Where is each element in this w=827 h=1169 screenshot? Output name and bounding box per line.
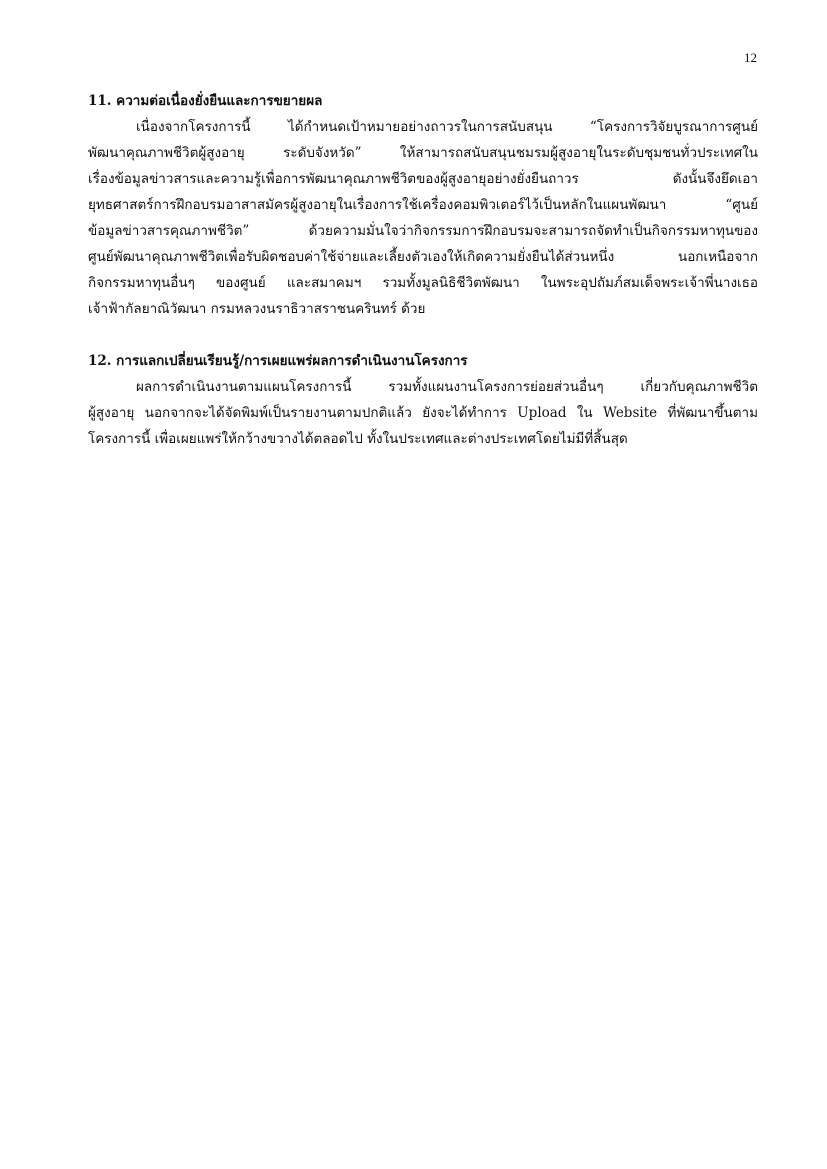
paragraph-line: ยุทธศาสตร์การฝึกอบรมอาสาสมัครผู้สูงอายุในเรื่องการใช้เครื่องคอมพิวเตอร์ไว้เป็นหลักในแผนพัฒนา “ศูนย์ xyxy=(88,197,758,213)
section-dissemination xyxy=(88,348,758,452)
paragraph-line: กิจกรรมหาทุนอื่นๆ ของศูนย์ และสมาคมฯ รวมทั้งมูลนิธิชีวิตพัฒนา ในพระอุปถัมภ์สมเด็จพระเจ้าพี่นางเธอ xyxy=(88,275,758,291)
paragraph-line: เนื่องจากโครงการนี้ ได้กำหนดเป้าหมายอย่างถาวรในการสนับสนุน “โครงการวิจัยบูรณาการศูนย์ xyxy=(136,119,758,135)
document-body xyxy=(88,88,758,478)
paragraph-line: ผู้สูงอายุ นอกจากจะได้จัดพิมพ์เป็นรายงานตามปกติแล้ว ยังจะได้ทำการ Upload ใน Website ที่พัฒนาขึ้นตาม xyxy=(88,405,758,421)
section-heading: 12. การแลกเปลี่ยนเรียนรู้/การเผยแพร่ผลการดำเนินงานโครงการ xyxy=(88,353,468,369)
page-number: 12 xyxy=(744,50,757,65)
paragraph-line: เรื่องข้อมูลข่าวสารและความรู้เพื่อการพัฒนาคุณภาพชีวิตของผู้สูงอายุอย่างยั่งยืนถาวร ดังนั้นจึงยึดเอา xyxy=(88,171,758,187)
section-continuity xyxy=(88,88,758,322)
paragraph-line: พัฒนาคุณภาพชีวิตผู้สูงอายุ ระดับจังหวัด” ให้สามารถสนับสนุนชมรมผู้สูงอายุในระดับชุมชนทั่วประเทศใน xyxy=(88,145,758,161)
paragraph-line: เจ้าฟ้ากัลยาณิวัฒนา กรมหลวงนราธิวาสราชนครินทร์ ด้วย xyxy=(88,301,426,317)
paragraph-line: ศูนย์พัฒนาคุณภาพชีวิตเพื่อรับผิดชอบค่าใช้จ่ายและเลี้ยงตัวเองให้เกิดความยั่งยืนได้ส่วนหนึ่ง นอกเหนือจาก xyxy=(88,249,758,265)
paragraph-line: โครงการนี้ เพื่อเผยแพร่ให้กว้างขวางได้ตลอดไป ทั้งในประเทศและต่างประเทศโดยไม่มีที่สิ้นสุด xyxy=(88,431,628,447)
paragraph-line: ข้อมูลข่าวสารคุณภาพชีวิต” ด้วยความมั่นใจว่ากิจกรรมการฝึกอบรมจะสามารถจัดทำเป็นกิจกรรมหาทุนของ xyxy=(88,223,758,239)
section-heading: 11. ความต่อเนื่องยั่งยืนและการขยายผล xyxy=(88,93,323,109)
paragraph-line: ผลการดำเนินงานตามแผนโครงการนี้ รวมทั้งแผนงานโครงการย่อยส่วนอื่นๆ เกี่ยวกับคุณภาพชีวิต xyxy=(136,379,758,395)
